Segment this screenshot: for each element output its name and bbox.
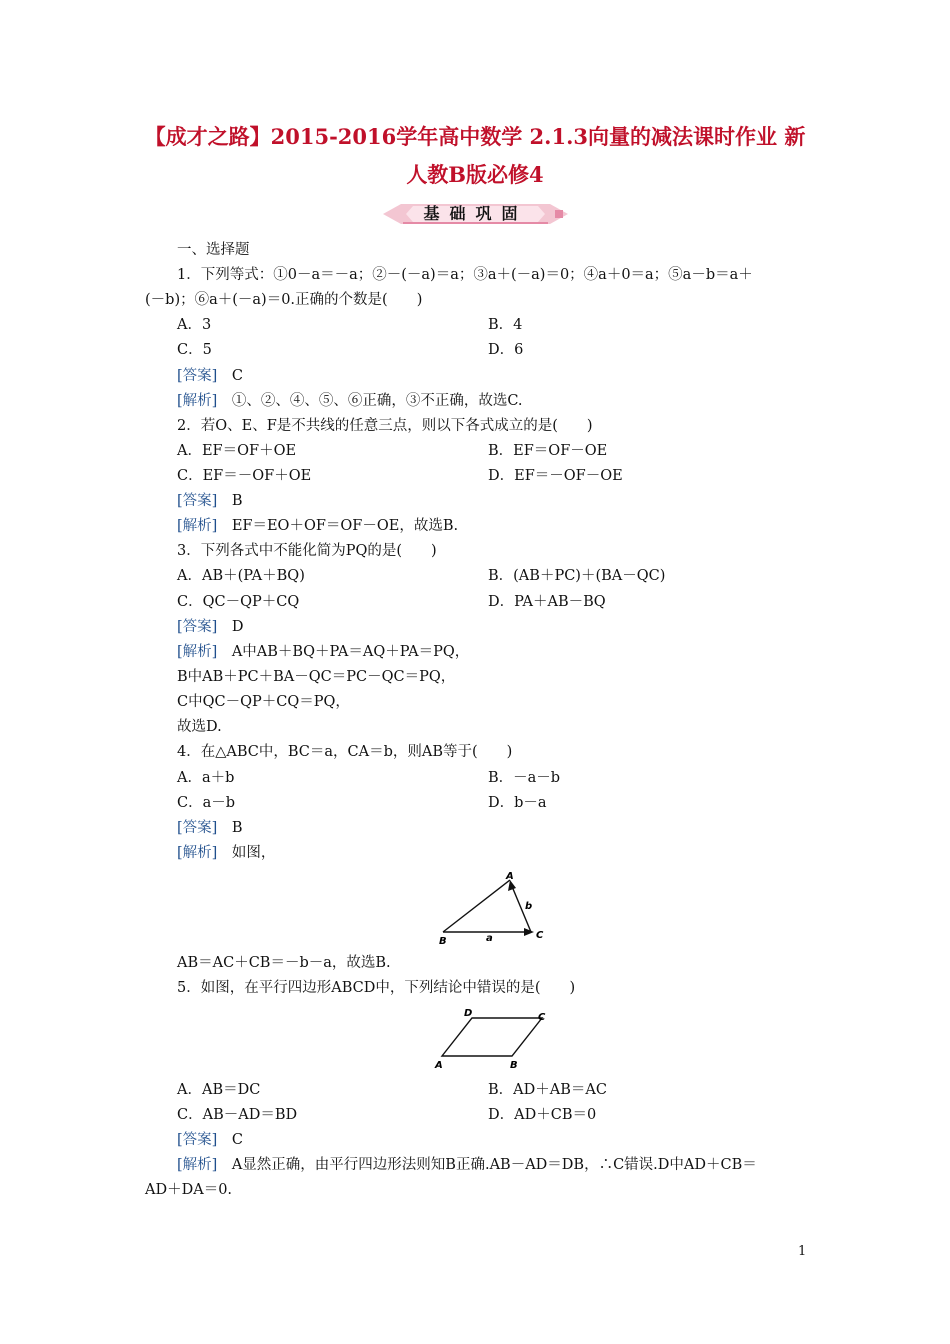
title-line-2: 人教B版必修4 <box>406 162 544 187</box>
q4-stem: 4．在△ABC中，BC＝a，CA＝b，则AB等于( ) <box>177 744 513 760</box>
q1-stem-line2: (－b)；⑥a＋(－a)＝0.正确的个数是( ) <box>145 292 423 308</box>
q1-stem-line1: 1．下列等式：①0－a＝－a；②－(－a)＝a；③a＋(－a)＝0；④a＋0＝a；⑤a－b＝a＋ <box>177 267 753 283</box>
q2-stem: 2．若O、E、F是不共线的任意三点，则以下各式成立的是( ) <box>177 418 593 434</box>
q3-analysis-line3: C中QC－QP＋CQ＝PQ， <box>177 694 350 710</box>
q5-option-c: C．AB－AD＝BD <box>177 1107 298 1123</box>
q4-answer <box>177 816 242 841</box>
q3-option-c: C．QC－QP＋CQ <box>177 594 300 610</box>
analysis-text: 如图， <box>231 845 276 861</box>
triangle-figure <box>430 868 555 948</box>
label-b-vertex: B <box>439 936 447 947</box>
label-vector-b: b <box>525 901 533 912</box>
q3-option-b: B．(AB＋PC)＋(BA－QC) <box>488 568 666 584</box>
q3-analysis-line2: B中AB＋PC＋BA－QC＝PC－QC＝PQ， <box>177 669 456 685</box>
q5-analysis-line2: AD＋DA＝0. <box>145 1182 233 1198</box>
label-c-vertex: C <box>536 930 544 941</box>
analysis-text: A中AB＋BQ＋PA＝AQ＋PA＝PQ， <box>231 644 470 660</box>
q2-option-d: D．EF＝－OF－OE <box>488 468 623 484</box>
analysis-tag: [解析] <box>177 393 218 409</box>
parallelogram-figure <box>430 1004 560 1072</box>
q1-option-d: D．6 <box>488 342 524 358</box>
answer-tag: [答案] <box>177 1132 218 1148</box>
q4-option-d: D．b－a <box>488 795 547 811</box>
analysis-text: ①、②、④、⑤、⑥正确，③不正确，故选C. <box>231 393 523 409</box>
q4-conclusion: AB＝AC＋CB＝－b－a，故选B. <box>177 955 391 971</box>
q3-option-d: D．PA＋AB－BQ <box>488 594 606 610</box>
q2-option-c: C．EF＝－OF＋OE <box>177 468 312 484</box>
answer-value: B <box>231 493 243 509</box>
q3-answer <box>177 615 243 640</box>
answer-tag: [答案] <box>177 493 218 509</box>
q5-stem: 5．如图，在平行四边形ABCD中，下列结论中错误的是( ) <box>177 980 576 996</box>
analysis-tag: [解析] <box>177 1157 218 1173</box>
q1-answer <box>177 364 243 389</box>
label-a-vertex: A <box>506 871 514 882</box>
q4-option-a: A．a＋b <box>177 770 235 786</box>
q4-option-c: C．a－b <box>177 795 236 811</box>
answer-value: C <box>231 1132 243 1148</box>
label-vector-a: a <box>486 933 493 944</box>
q3-stem: 3．下列各式中不能化简为PQ的是( ) <box>177 543 437 559</box>
q5-option-d: D．AD＋CB＝0 <box>488 1107 597 1123</box>
q1-analysis <box>177 389 523 414</box>
section-heading: 一、选择题 <box>177 242 250 258</box>
page-number: 1 <box>798 1244 807 1259</box>
q5-option-a: A．AB＝DC <box>177 1082 261 1098</box>
analysis-tag: [解析] <box>177 644 218 660</box>
q4-analysis <box>177 841 275 866</box>
answer-value: C <box>231 368 243 384</box>
answer-value: B <box>231 820 243 836</box>
label-a-vertex: A <box>435 1060 443 1071</box>
section-banner <box>383 202 568 226</box>
q4-option-b: B．－a－b <box>488 770 561 786</box>
parallelogram-abcd <box>442 1018 542 1056</box>
label-d-vertex: D <box>464 1008 473 1019</box>
document-title <box>130 118 820 194</box>
q5-analysis <box>177 1153 757 1178</box>
q3-option-a: A．AB＋(PA＋BQ) <box>177 568 305 584</box>
q5-option-b: B．AD＋AB＝AC <box>488 1082 607 1098</box>
analysis-text: EF＝EO＋OF＝OF－OE，故选B. <box>231 518 459 534</box>
q5-answer <box>177 1128 243 1153</box>
banner-label: 基础巩固 <box>423 204 528 223</box>
answer-tag: [答案] <box>177 368 218 384</box>
q1-option-b: B．4 <box>488 317 523 333</box>
q2-answer <box>177 489 242 514</box>
answer-value: D <box>231 619 244 635</box>
label-b-vertex: B <box>510 1060 518 1071</box>
analysis-tag: [解析] <box>177 518 218 534</box>
analysis-text: A显然正确，由平行四边形法则知B正确.AB－AD＝DB，∴C错误.D中AD＋CB＝ <box>231 1157 757 1173</box>
side-ba <box>443 880 510 932</box>
analysis-tag: [解析] <box>177 845 218 861</box>
arrow-a-icon <box>524 928 534 936</box>
label-c-vertex: C <box>538 1012 546 1023</box>
q2-option-a: A．EF＝OF＋OE <box>177 443 297 459</box>
q3-analysis <box>177 640 469 665</box>
q3-analysis-line4: 故选D. <box>177 719 222 735</box>
answer-tag: [答案] <box>177 820 218 836</box>
title-line-1: 【成才之路】2015-2016学年高中数学 2.1.3向量的减法课时作业 新 <box>144 124 806 149</box>
q2-analysis <box>177 514 458 539</box>
q1-option-c: C．5 <box>177 342 212 358</box>
q2-option-b: B．EF＝OF－OE <box>488 443 608 459</box>
q1-option-a: A．3 <box>177 317 212 333</box>
answer-tag: [答案] <box>177 619 218 635</box>
